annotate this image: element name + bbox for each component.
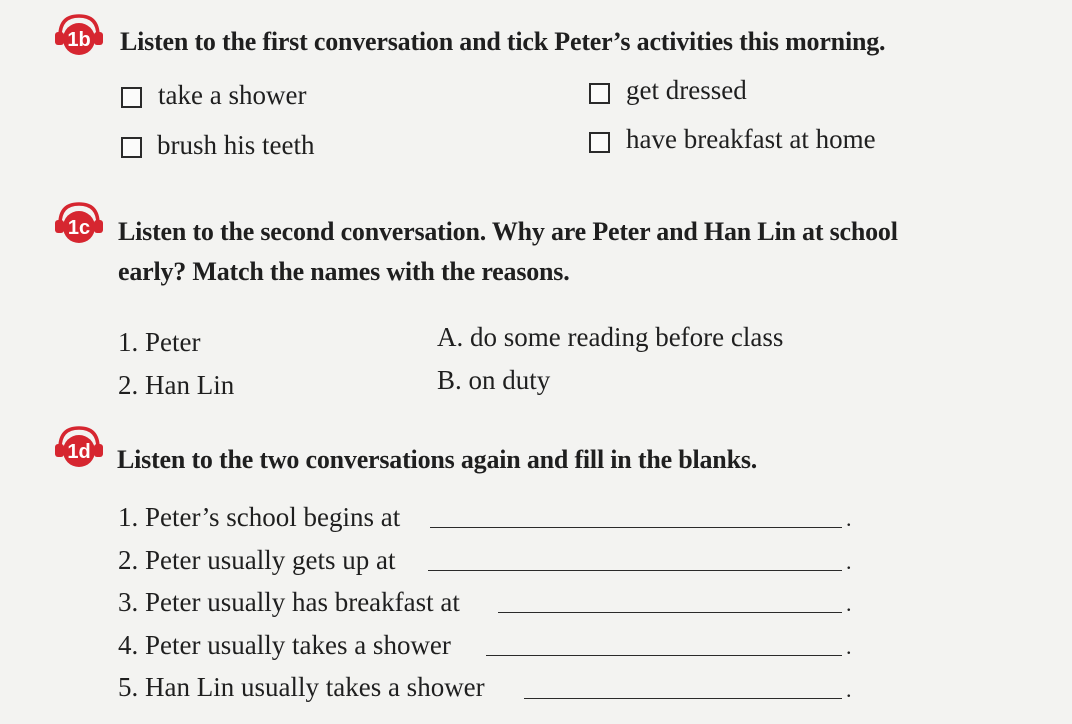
match-name-han-lin: 2. Han Lin — [118, 370, 235, 400]
blank-3-period: . — [846, 591, 852, 616]
instruction-1c-line2: early? Match the names with the reasons. — [118, 257, 570, 286]
blank-1-line[interactable] — [430, 527, 842, 528]
option-get-dressed: get dressed — [626, 75, 747, 105]
match-reason-b: B. on duty — [437, 365, 551, 395]
checkbox-take-a-shower[interactable] — [121, 87, 142, 108]
badge-1b-icon — [48, 12, 106, 56]
badge-1c-icon — [48, 200, 106, 244]
match-name-peter: 1. Peter — [118, 327, 201, 357]
blank-item-5: 5. Han Lin usually takes a shower — [118, 672, 485, 702]
blank-4-period: . — [846, 634, 852, 659]
instruction-1c-line1: Listen to the second conversation. Why are Peter and Han Lin at school — [118, 217, 898, 246]
option-take-a-shower: take a shower — [158, 80, 307, 110]
instruction-1d: Listen to the two conversations again and fill in the blanks. — [117, 445, 758, 474]
option-have-breakfast-at-home: have breakfast at home — [626, 124, 876, 154]
badge-1b-label: 1b — [67, 29, 91, 51]
checkbox-get-dressed[interactable] — [589, 83, 610, 104]
blank-2-period: . — [846, 549, 852, 574]
blank-1-period: . — [846, 506, 852, 531]
blank-item-1: 1. Peter’s school begins at — [118, 502, 401, 532]
option-brush-his-teeth: brush his teeth — [157, 130, 315, 160]
checkbox-brush-his-teeth[interactable] — [121, 137, 142, 158]
badge-1d-icon — [48, 424, 106, 468]
blank-5-line[interactable] — [524, 698, 842, 699]
blank-item-4: 4. Peter usually takes a shower — [118, 630, 451, 660]
blank-5-period: . — [846, 677, 852, 702]
blank-2-line[interactable] — [428, 570, 842, 571]
badge-1c-label: 1c — [67, 217, 91, 239]
checkbox-have-breakfast-at-home[interactable] — [589, 132, 610, 153]
blank-item-2: 2. Peter usually gets up at — [118, 545, 396, 575]
badge-1d-label: 1d — [67, 441, 91, 463]
blank-4-line[interactable] — [486, 655, 842, 656]
blank-3-line[interactable] — [498, 612, 842, 613]
blank-item-3: 3. Peter usually has breakfast at — [118, 587, 460, 617]
match-reason-a: A. do some reading before class — [437, 322, 784, 352]
instruction-1b: Listen to the first conversation and tick Peter’s activities this morning. — [120, 27, 886, 56]
